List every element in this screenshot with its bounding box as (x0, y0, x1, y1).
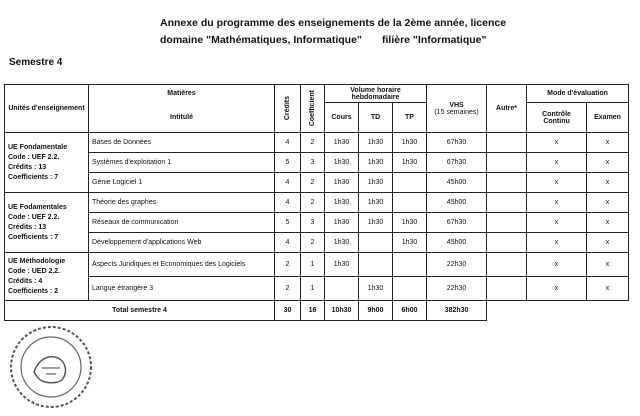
cours-cell: 1h30 (325, 253, 359, 277)
subject-name: Réseaux de communication (89, 213, 275, 233)
cours-cell: 1h30 (325, 153, 359, 173)
credits-cell: 4 (275, 233, 301, 253)
vhs-cell: 67h30 (427, 133, 487, 153)
cc-cell: x (527, 153, 587, 173)
total-coef: 16 (301, 301, 325, 321)
coef-cell: 3 (301, 153, 325, 173)
credits-cell: 2 (275, 277, 301, 301)
coef-cell: 2 (301, 233, 325, 253)
td-cell: 1h30 (359, 213, 393, 233)
coef-cell: 2 (301, 193, 325, 213)
header-matieres: Matières (89, 85, 275, 103)
cours-cell: 1h30 (325, 233, 359, 253)
autre-cell (487, 233, 527, 253)
document-title-filiere: filière "Informatique" (382, 34, 487, 46)
td-cell: 1h30 (359, 173, 393, 193)
td-cell: 1h30 (359, 133, 393, 153)
tp-cell: 1h30 (393, 133, 427, 153)
autre-cell (487, 173, 527, 193)
coef-cell: 2 (301, 133, 325, 153)
header-volume: Volume horaire hebdomadaire (325, 85, 427, 103)
exam-cell: x (587, 277, 629, 301)
unit-cell: UE Méthodologie Code : UED 2.2. Crédits : 4 Coefficients : 2 (5, 253, 89, 301)
cc-cell: x (527, 133, 587, 153)
tp-cell (393, 173, 427, 193)
header-vhs-label: VHS (449, 101, 464, 109)
credits-cell: 2 (275, 253, 301, 277)
cours-cell: 1h30 (325, 133, 359, 153)
exam-cell: x (587, 233, 629, 253)
subject-name: Développement d'applications Web (89, 233, 275, 253)
vhs-cell: 22h30 (427, 253, 487, 277)
td-cell: 1h30 (359, 277, 393, 301)
header-units: Unités d'enseignement (5, 85, 89, 133)
unit-cell: UE Fodamentales Code : UEF 2.2. Crédits : 13 Coefficients : 7 (5, 193, 89, 253)
autre-cell (487, 253, 527, 277)
tp-cell (393, 193, 427, 213)
blank-cell (487, 301, 527, 321)
header-vhs (427, 85, 487, 133)
header-coefficient: Coefficient (301, 85, 325, 133)
coef-cell: 3 (301, 213, 325, 233)
autre-cell (487, 277, 527, 301)
cc-cell: x (527, 253, 587, 277)
vhs-cell: 45h00 (427, 193, 487, 213)
header-tp: TP (393, 103, 427, 133)
vhs-cell: 45h00 (427, 173, 487, 193)
header-examen: Examen (587, 103, 629, 133)
exam-cell: x (587, 253, 629, 277)
credits-cell: 5 (275, 153, 301, 173)
autre-cell (487, 213, 527, 233)
total-vhs: 382h30 (427, 301, 487, 321)
tp-cell: 1h30 (393, 213, 427, 233)
document-title-line1: Annexe du programme des enseignements de la 2ème année, licence (160, 17, 507, 29)
cours-cell: 1h30 (325, 193, 359, 213)
credits-cell: 4 (275, 133, 301, 153)
coef-cell: 1 (301, 253, 325, 277)
credits-cell: 4 (275, 193, 301, 213)
total-tp: 6h00 (393, 301, 427, 321)
total-label: Total semestre 4 (5, 301, 275, 321)
vhs-cell: 67h30 (427, 153, 487, 173)
credits-cell: 4 (275, 173, 301, 193)
blank-cell (587, 301, 629, 321)
header-cours: Cours (325, 103, 359, 133)
subject-name: Langue étrangère 3 (89, 277, 275, 301)
tp-cell (393, 253, 427, 277)
cours-cell: 1h30 (325, 173, 359, 193)
tp-cell (393, 277, 427, 301)
official-stamp (6, 322, 96, 412)
unit-cell: UE Fondamentale Code : UEF 2.2. Crédits : 13 Coefficients : 7 (5, 133, 89, 193)
blank-cell (527, 301, 587, 321)
td-cell (359, 233, 393, 253)
header-td: TD (359, 103, 393, 133)
header-vhs-sub: (15 semaines) (434, 108, 479, 116)
subject-name: Génie Logiciel 1 (89, 173, 275, 193)
exam-cell: x (587, 173, 629, 193)
subject-name: Bases de Données (89, 133, 275, 153)
autre-cell (487, 153, 527, 173)
autre-cell (487, 193, 527, 213)
tp-cell: 1h30 (393, 153, 427, 173)
td-cell (359, 253, 393, 277)
curriculum-table (4, 84, 629, 321)
total-td: 9h00 (359, 301, 393, 321)
header-autre: Autre* (487, 85, 527, 133)
semester-heading: Semestre 4 (9, 57, 63, 68)
total-credits: 30 (275, 301, 301, 321)
cours-cell (325, 277, 359, 301)
document-title-domain: domaine "Mathématiques, Informatique" (160, 34, 362, 46)
exam-cell: x (587, 133, 629, 153)
cours-cell: 1h30 (325, 213, 359, 233)
vhs-cell: 67h30 (427, 213, 487, 233)
autre-cell (487, 133, 527, 153)
cc-cell: x (527, 173, 587, 193)
subject-name: Aspects Juridiques et Economiques des Logiciels (89, 253, 275, 277)
exam-cell: x (587, 193, 629, 213)
cc-cell: x (527, 193, 587, 213)
header-credits: Crédits (275, 85, 301, 133)
subject-name: Théorie des graphes (89, 193, 275, 213)
vhs-cell: 22h30 (427, 277, 487, 301)
header-controle: Contrôle Continu (527, 103, 587, 133)
coef-cell: 1 (301, 277, 325, 301)
exam-cell: x (587, 153, 629, 173)
td-cell: 1h30 (359, 193, 393, 213)
tp-cell: 1h30 (393, 233, 427, 253)
total-cours: 10h30 (325, 301, 359, 321)
exam-cell: x (587, 213, 629, 233)
vhs-cell: 45h00 (427, 233, 487, 253)
header-mode: Mode d'évaluation (527, 85, 629, 103)
subject-name: Systèmes d'exploitation 1 (89, 153, 275, 173)
header-intitule: Intitulé (89, 103, 275, 133)
td-cell: 1h30 (359, 153, 393, 173)
credits-cell: 5 (275, 213, 301, 233)
cc-cell: x (527, 213, 587, 233)
coef-cell: 2 (301, 173, 325, 193)
cc-cell: x (527, 233, 587, 253)
cc-cell: x (527, 277, 587, 301)
